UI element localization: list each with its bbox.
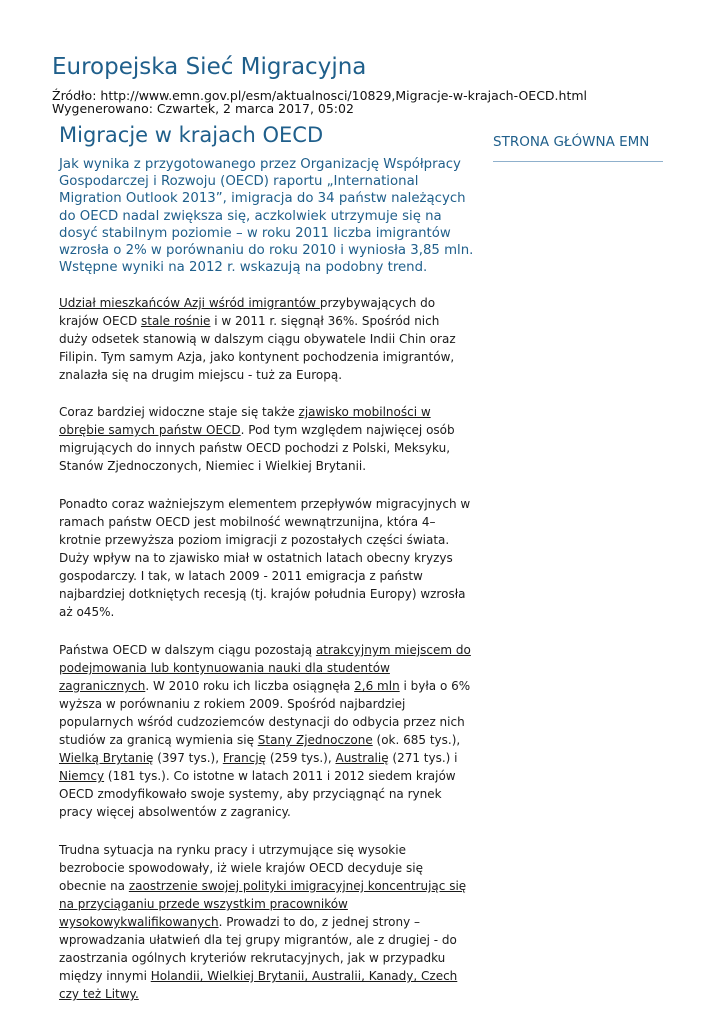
link-countries[interactable]: Holandii, Wielkiej Brytanii, Australii, Kanady, Czech czy też Litwy. [59,969,458,1001]
link-usa[interactable]: Stany Zjednoczone [257,733,373,747]
link-australia[interactable]: Australię [335,751,389,765]
paragraph-1 [59,294,471,384]
home-link[interactable]: STRONA GŁÓWNA EMN [493,133,663,162]
text: i w 2011 r. sięgnął 36%. Spośród nich duży odsetek stanowią w dalszym ciągu obywatele Indii Chin oraz Filipin. Tym samym Azja, jako kontynent pochodzenia imigrantów, znalazła się na drugim miejscu - tuż za Europą. [59,314,456,382]
text: Ponadto coraz ważniejszym elementem przepływów migracyjnych w ramach państw OECD jest mobilność wewnątrzunijna, która 4–krotnie przewyższa poziom imigracji z pozostałych części świata. Duży wpływ na to zjawisko miał w ostatnich latach obecny kryzys gospodarczy. I tak, w latach 2009 - 2011 emigracja z państw najbardziej dotkniętych recesją (tj. krajów południa Europy) wzrosła aż o45%. [59,497,471,619]
text: . Pod tym względem najwięcej osób migrujących do innych państw OECD pochodzi z Polski, Meksyku, Stanów Zjednoczonych, Niemiec i Wielkiej Brytanii. [59,423,455,473]
paragraph-4 [59,641,471,821]
text: Trudna sytuacja na rynku pracy i utrzymujące się wysokie bezrobocie spowodowały, iż wiele krajów OECD decyduje się obecnie na [59,843,423,893]
text: i była o 6% wyższa w porównaniu z rokiem 2009. Spośród najbardziej popularnych wśród cudzoziemców destynacji do odbycia przez nich studiów za granicą wymienia się [59,679,471,747]
generated-date: Wygenerowano: Czwartek, 2 marca 2017, 05:02 [52,101,354,116]
link-oecd-mobility[interactable]: zjawisko mobilności w obrębie samych państw OECD [59,405,431,437]
text: (271 tys.) i [388,751,458,765]
link-immigration-policy[interactable]: zaostrzenie swojej polityki imigracyjnej koncentrując się na przyciąganiu przede wszystkim pracowników wysokowykwalifikowanych [59,879,467,929]
source-url: Źródło: http://www.emn.gov.pl/esm/aktualnosci/10829,Migracje-w-krajach-OECD.html [52,88,588,103]
article-lead: Jak wynika z przygotowanego przez Organizację Współpracy Gospodarczej i Rozwoju (OECD) raportu „International Migration Outlook 2013”, imigracja do 34 państw należących do OECD nadal zwiększa się, aczkolwiek utrzymuje się na dosyć stabilnym poziomie – w roku 2011 liczba imigrantów wzrosła o 2% w porównaniu do roku 2010 i wyniosła 3,85 mln. Wstępne wyniki na 2012 r. wskazują na podobny trend. [59,157,474,276]
text: Coraz bardziej widoczne staje się także [59,405,299,419]
link-steadily-grows[interactable]: stale rośnie [141,314,211,328]
site-title: Europejska Sieć Migracyjna [52,54,367,80]
text: . Prowadzi to do, z jednej strony – wprowadzania ułatwień dla tej grupy migrantów, ale z drugiej - do zaostrzania ogólnych kryteriów rekrutacyjnych, jak w przypadku między innymi [59,915,457,983]
text: (ok. 685 tys.), [372,733,461,747]
link-germany[interactable]: Niemcy [59,769,105,783]
paragraph-3 [59,495,471,621]
text: (181 tys.). Co istotne w latach 2011 i 2012 siedem krajów OECD zmodyfikowało swoje systemy, aby przyciągnąć na rynek pracy więcej absolwentów z zagranicy. [59,769,456,819]
link-2-6-mln[interactable]: 2,6 mln [354,679,400,693]
paragraph-5 [59,841,471,1003]
text: . W 2010 roku ich liczba osiągnęła [145,679,355,693]
text: (259 tys.), [266,751,336,765]
article-body [59,294,471,1023]
link-uk[interactable]: Wielką Brytanię [59,751,154,765]
link-students[interactable]: atrakcyjnym miejscem do podejmowania lub kontynuowania nauki dla studentów zagranicznych [59,643,471,693]
text: (397 tys.), [153,751,223,765]
text: Państwa OECD w dalszym ciągu pozostają [59,643,316,657]
article-title: Migracje w krajach OECD [59,123,324,147]
text: przybywających do krajów OECD [59,296,436,328]
sidebar [493,133,663,162]
link-france[interactable]: Francję [222,751,267,765]
paragraph-2 [59,403,471,475]
link-asia-share[interactable]: Udział mieszkańców Azji wśród imigrantów [59,296,320,310]
